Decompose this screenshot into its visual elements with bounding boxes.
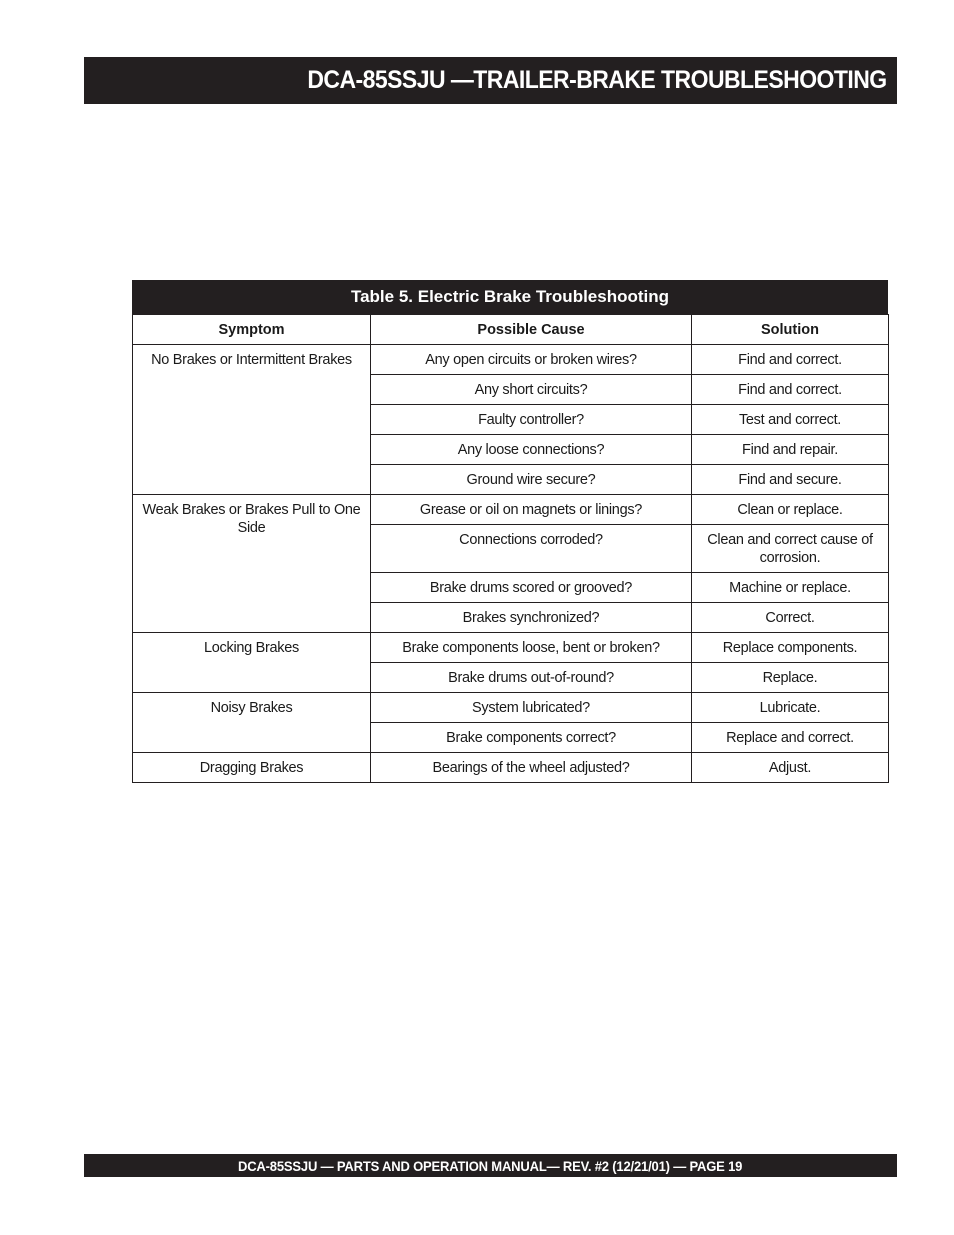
solution-cell: Find and repair.: [692, 435, 889, 465]
solution-cell: Machine or replace.: [692, 573, 889, 603]
troubleshooting-table: [132, 280, 888, 783]
cause-cell: Any open circuits or broken wires?: [371, 345, 692, 375]
cause-cell: Bearings of the wheel adjusted?: [371, 753, 692, 783]
column-header-solution: Solution: [692, 315, 889, 345]
cause-cell: Brake components correct?: [371, 723, 692, 753]
solution-cell: Find and secure.: [692, 465, 889, 495]
symptom-cell: No Brakes or Intermittent Brakes: [133, 345, 371, 495]
symptom-cell: Locking Brakes: [133, 633, 371, 693]
solution-cell: Replace components.: [692, 633, 889, 663]
table-title: Table 5. Electric Brake Troubleshooting: [132, 280, 888, 314]
table-row: [133, 693, 889, 723]
table-row: [133, 753, 889, 783]
table-header-row: [133, 315, 889, 345]
cause-cell: Any loose connections?: [371, 435, 692, 465]
footer-text: DCA-85SSJU — PARTS AND OPERATION MANUAL— REV. #2 (12/21/01) — PAGE 19: [238, 1157, 743, 1174]
solution-cell: Find and correct.: [692, 375, 889, 405]
cause-cell: Brake drums out-of-round?: [371, 663, 692, 693]
solution-cell: Replace and correct.: [692, 723, 889, 753]
symptom-cell: Noisy Brakes: [133, 693, 371, 753]
symptom-cell: Dragging Brakes: [133, 753, 371, 783]
table-row: [133, 633, 889, 663]
table-row: [133, 495, 889, 525]
cause-cell: System lubricated?: [371, 693, 692, 723]
cause-cell: Brake drums scored or grooved?: [371, 573, 692, 603]
solution-cell: Find and correct.: [692, 345, 889, 375]
page-header: [84, 57, 897, 104]
column-header-symptom: Symptom: [133, 315, 371, 345]
cause-cell: Brakes synchronized?: [371, 603, 692, 633]
solution-cell: Clean or replace.: [692, 495, 889, 525]
cause-cell: Brake components loose, bent or broken?: [371, 633, 692, 663]
page-title: DCA-85SSJU —TRAILER-BRAKE TROUBLESHOOTING: [307, 66, 887, 94]
cause-cell: Any short circuits?: [371, 375, 692, 405]
cause-cell: Connections corroded?: [371, 525, 692, 573]
cause-cell: Ground wire secure?: [371, 465, 692, 495]
solution-cell: Clean and correct cause of corrosion.: [692, 525, 889, 573]
cause-cell: Faulty controller?: [371, 405, 692, 435]
solution-cell: Correct.: [692, 603, 889, 633]
table-row: [133, 345, 889, 375]
solution-cell: Replace.: [692, 663, 889, 693]
solution-cell: Lubricate.: [692, 693, 889, 723]
table-grid: [132, 314, 889, 783]
solution-cell: Adjust.: [692, 753, 889, 783]
column-header-cause: Possible Cause: [371, 315, 692, 345]
solution-cell: Test and correct.: [692, 405, 889, 435]
symptom-cell: Weak Brakes or Brakes Pull to One Side: [133, 495, 371, 633]
page-footer: [84, 1154, 897, 1177]
cause-cell: Grease or oil on magnets or linings?: [371, 495, 692, 525]
